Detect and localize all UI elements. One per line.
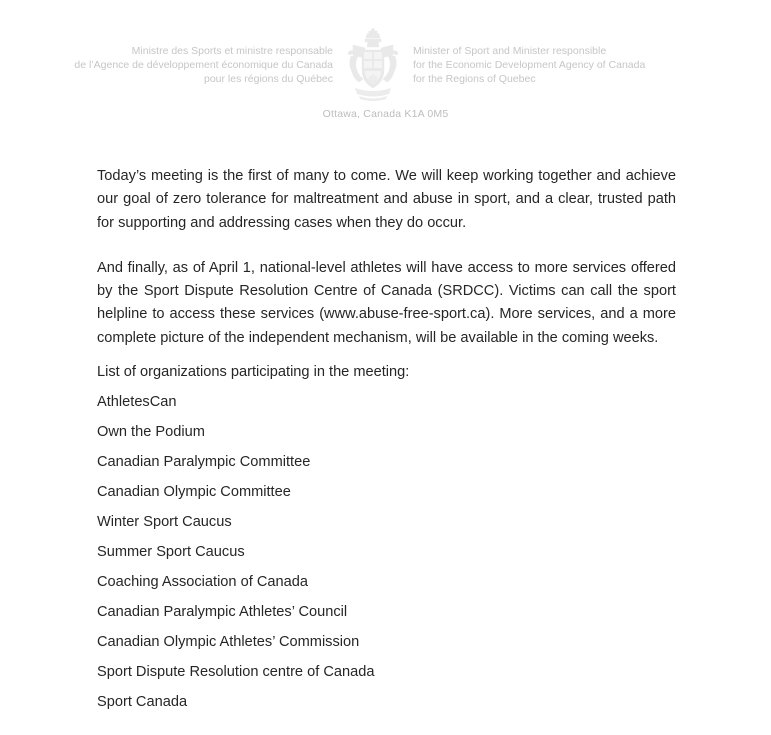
letterhead	[0, 0, 771, 140]
list-item: Summer Sport Caucus	[97, 544, 245, 560]
list-item: Coaching Association of Canada	[97, 574, 308, 590]
minister-title-french	[73, 44, 333, 87]
letterhead-titles-row	[0, 44, 771, 104]
letterhead-address: Ottawa, Canada K1A 0M5	[322, 108, 449, 120]
coat-of-arms-icon	[345, 28, 401, 104]
list-item: AthletesCan	[97, 394, 177, 410]
body-paragraph-1: Today’s meeting is the first of many to come. We will keep working together and achieve our goal of zero tolerance for maltreatment and abuse in sport, and a clear, trusted path for supporting and addressing cases when they do occur.	[97, 168, 676, 231]
list-item: Canadian Paralympic Athletes’ Council	[97, 604, 348, 620]
list-item: Sport Canada	[97, 694, 188, 710]
body-paragraph-2: And finally, as of April 1, national-level athletes will have access to more services offered by the Sport Dispute Resolution Centre of Canada (SRDCC). Victims can call the sport helpline to access these services (www.abuse-free-sport.ca). More services, and a more complete picture of the independent mechanism, will be available in the coming weeks.	[97, 259, 676, 346]
organizations-list	[97, 391, 617, 721]
list-item: Winter Sport Caucus	[97, 514, 232, 530]
document-body	[97, 165, 676, 710]
list-item: Sport Dispute Resolution centre of Canada	[97, 664, 375, 680]
minister-title-english-line-3: for the Regions of Quebec	[413, 73, 536, 86]
list-item: Canadian Olympic Committee	[97, 484, 291, 500]
minister-title-french-line-3: pour les régions du Québec	[204, 73, 333, 86]
organizations-heading: List of organizations participating in the meeting:	[97, 364, 410, 380]
minister-title-french-line-1: Ministre des Sports et ministre responsable	[131, 45, 333, 57]
minister-title-english-line-2: for the Economic Development Agency of Canada	[413, 59, 646, 72]
minister-title-english	[413, 44, 698, 87]
minister-title-english-line-1: Minister of Sport and Minister responsible	[413, 45, 607, 57]
minister-title-french-line-2: de l’Agence de développement économique du Canada	[74, 59, 333, 72]
list-item: Own the Podium	[97, 424, 205, 440]
list-item: Canadian Olympic Athletes’ Commission	[97, 634, 360, 650]
list-item: Canadian Paralympic Committee	[97, 454, 311, 470]
